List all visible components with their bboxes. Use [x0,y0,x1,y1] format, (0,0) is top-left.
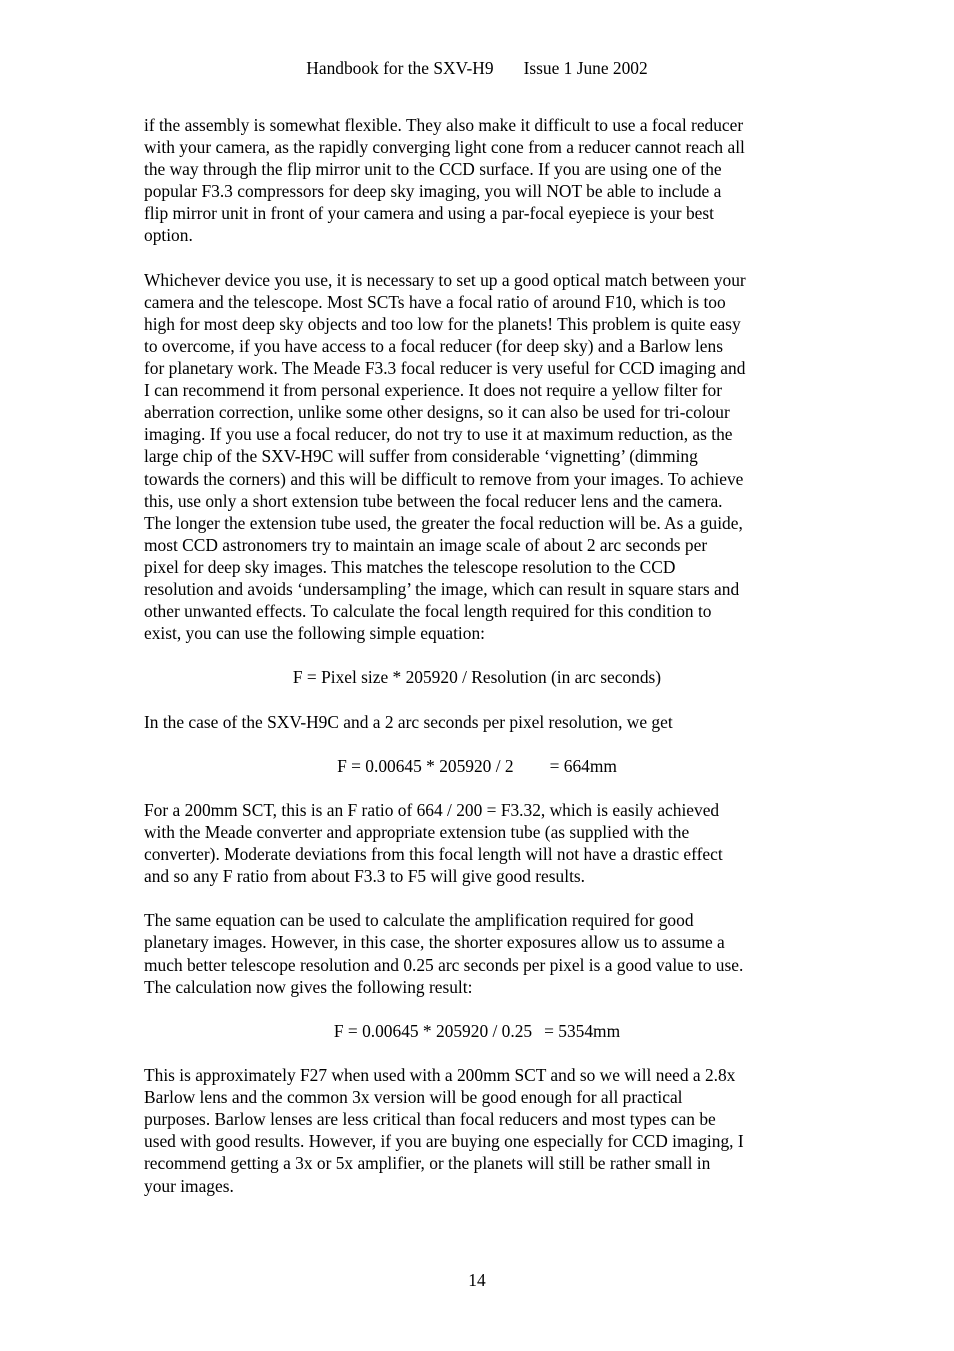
text-line: purposes. Barlow lenses are less critical than focal reducers and most types can be [144,1109,716,1130]
paragraph-5 [144,909,816,997]
text-line: imaging. If you use a focal reducer, do not try to use it at maximum reduction, as the [144,424,733,445]
text-line: Barlow lens and the common 3x version will be good enough for all practical [144,1087,683,1108]
text-line: if the assembly is somewhat flexible. They also make it difficult to use a focal reducer [144,115,744,135]
text-line: converter). Moderate deviations from this focal length will not have a drastic effect [144,844,723,865]
paragraph-2 [144,269,816,645]
text-line: to overcome, if you have access to a focal reducer (for deep sky) and a Barlow lens [144,335,723,356]
text-line: option. [144,225,193,246]
equation-result: = 664mm [549,755,617,776]
equation-result: = 5354mm [544,1020,621,1041]
text-line: The calculation now gives the following result: [144,976,473,997]
text-line: flip mirror unit in front of your camera and using a par-focal eyepiece is your best [144,203,714,224]
page-number: 14 [468,1270,486,1290]
text-line: planetary images. However, in this case, the shorter exposures allow us to assume a [144,932,725,953]
text-line: most CCD astronomers try to maintain an image scale of about 2 arc seconds per [144,534,708,555]
text-line: this, use only a short extension tube between the focal reducer lens and the camera. [144,490,723,511]
text-line: high for most deep sky objects and too low for the planets! This problem is quite easy [144,313,741,334]
header-title: Handbook for the SXV-H9 [306,58,494,78]
text-line: camera and the telescope. Most SCTs have a focal ratio of around F10, which is too [144,291,726,312]
text-line: large chip of the SXV-H9C will suffer from considerable ‘vignetting’ (dimming [144,446,698,467]
text-line: for planetary work. The Meade F3.3 focal reducer is very useful for CCD imaging and [144,358,746,379]
text-line: resolution and avoids ‘undersampling’ the image, which can result in square stars and [144,578,740,599]
paragraph-1 [144,114,816,247]
page-header [0,57,954,79]
text-line: and so any F ratio from about F3.3 to F5 will give good results. [144,866,586,887]
text-line: used with good results. However, if you are buying one especially for CCD imaging, I [144,1131,744,1152]
text-line: much better telescope resolution and 0.25 arc seconds per pixel is a good value to use. [144,954,744,975]
text-line: I can recommend it from personal experience. It does not require a yellow filter for [144,380,723,401]
text-line: exist, you can use the following simple equation: [144,623,485,644]
text-line: recommend getting a 3x or 5x amplifier, or the planets will still be rather small in [144,1153,711,1174]
equation-planetary [144,1020,810,1042]
text-line: towards the corners) and this will be difficult to remove from your images. To achieve [144,468,744,489]
text-line: pixel for deep sky images. This matches the telescope resolution to the CCD [144,556,676,577]
text-line: For a 200mm SCT, this is an F ratio of 664 / 200 = F3.32, which is easily achieved [144,799,720,820]
text-line: aberration correction, unlike some other designs, so it can also be used for tri-colour [144,402,730,423]
paragraph-3 [144,711,816,733]
text-line: the way through the flip mirror unit to the CCD surface. If you are using one of the [144,159,722,180]
equation-deep-sky [144,755,810,777]
page-body [144,114,816,1219]
text-line: with your camera, as the rapidly converging light cone from a reducer cannot reach all [144,137,745,158]
text-line: popular F3.3 compressors for deep sky imaging, you will NOT be able to include a [144,181,722,202]
text-line: your images. [144,1175,234,1196]
equation-general: F = Pixel size * 205920 / Resolution (in arc seconds) [292,667,662,688]
header-issue: Issue 1 June 2002 [523,58,648,78]
text-line: In the case of the SXV-H9C and a 2 arc seconds per pixel resolution, we get [144,711,673,732]
equation-lhs: F = 0.00645 * 205920 / 2 [337,755,514,776]
equation-lhs: F = 0.00645 * 205920 / 0.25 [333,1020,533,1041]
text-line: This is approximately F27 when used with a 200mm SCT and so we will need a 2.8x [144,1065,736,1086]
text-line: other unwanted effects. To calculate the focal length required for this condition to [144,601,712,622]
paragraph-4 [144,799,816,887]
text-line: with the Meade converter and appropriate extension tube (as supplied with the [144,822,690,842]
text-line: The same equation can be used to calculate the amplification required for good [144,910,694,931]
text-line: The longer the extension tube used, the greater the focal reduction will be. As a guide, [144,512,743,533]
paragraph-6 [144,1064,816,1197]
text-line: Whichever device you use, it is necessary to set up a good optical match between your [144,269,746,290]
